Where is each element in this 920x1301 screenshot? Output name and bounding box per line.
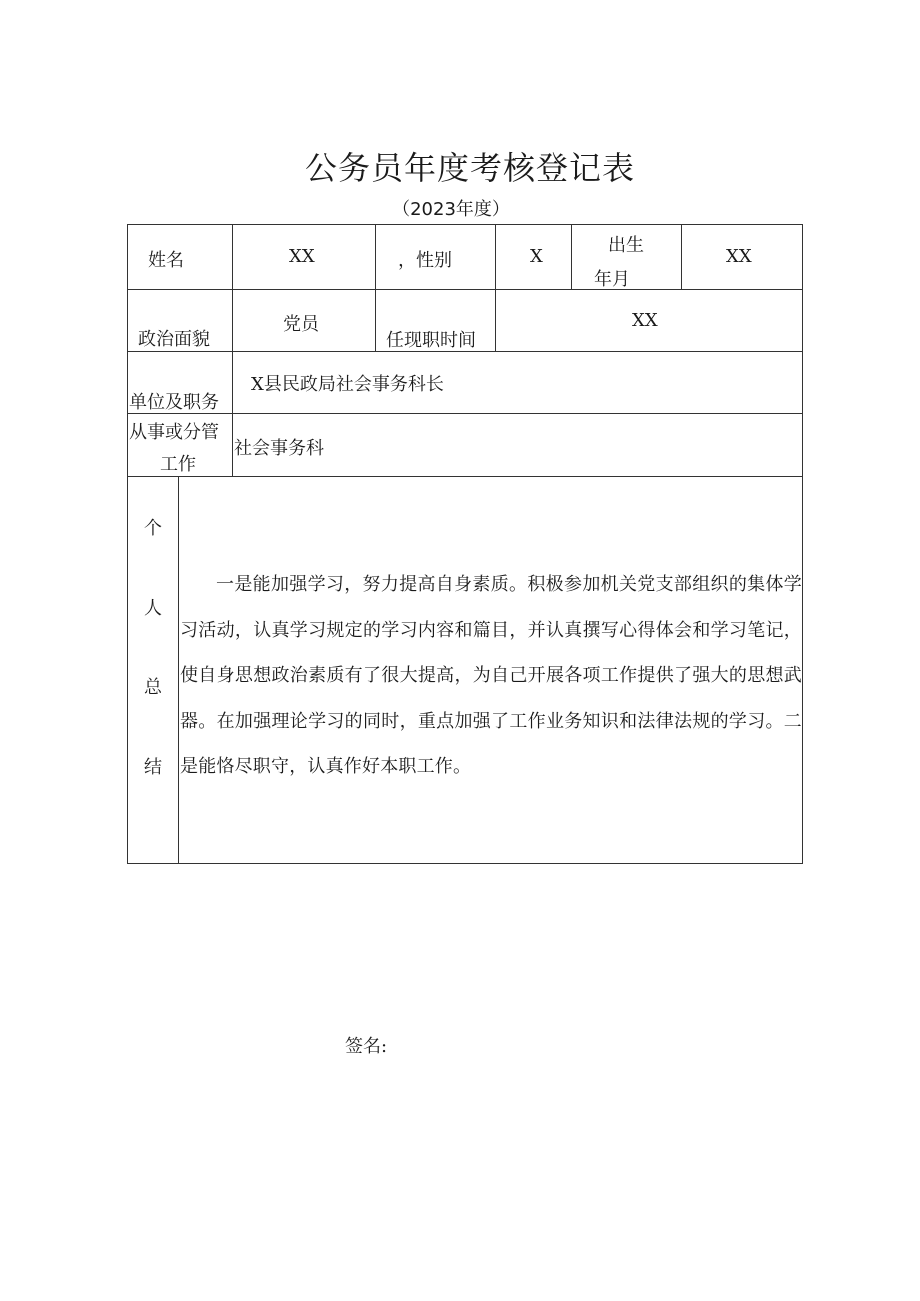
birth-value: XX bbox=[726, 246, 752, 267]
birth-label-cell bbox=[572, 225, 682, 290]
work-value-cell bbox=[233, 414, 802, 477]
unit-label: 单位及职务 bbox=[129, 392, 219, 413]
tenure-value-cell bbox=[496, 290, 802, 352]
tenure-label: 任现职时间 bbox=[386, 330, 476, 351]
work-label-cell bbox=[128, 414, 233, 477]
name-value-cell bbox=[233, 225, 376, 290]
name-label: 姓名 bbox=[148, 250, 184, 271]
work-label-line2: 工作 bbox=[160, 454, 196, 475]
unit-label-cell bbox=[128, 352, 233, 414]
summary-label-char: 个 bbox=[144, 518, 162, 539]
summary-text: 一是能加强学习，努力提高自身素质。积极参加机关党支部组织的集体学习活动，认真学习规定的学习内容和篇目，并认真撰写心得体会和学习笔记，使自身思想政治素质有了很大提高，为自己开展各项工作提供了强大的思想武器。在加强理论学习的同时，重点加强了工作业务知识和法律法规的学习。二是能恪尽职守，认真作好本职工作。 bbox=[180, 574, 802, 777]
birth-value-cell bbox=[682, 225, 802, 290]
gender-value: X bbox=[530, 246, 543, 267]
document-title: 公务员年度考核登记表 bbox=[304, 149, 635, 187]
gender-value-cell bbox=[496, 225, 572, 290]
political-value: 党员 bbox=[283, 314, 319, 335]
unit-value: X县民政局社会事务科长 bbox=[251, 374, 444, 395]
political-label-cell bbox=[128, 290, 233, 352]
political-value-cell bbox=[233, 290, 376, 352]
birth-label-line2: 年月 bbox=[594, 269, 630, 290]
name-label-cell bbox=[128, 225, 233, 290]
gender-label-cell bbox=[376, 225, 496, 290]
unit-value-cell bbox=[233, 352, 802, 414]
birth-label-line1: 出生 bbox=[608, 235, 644, 256]
gender-label: ，性别 bbox=[398, 250, 452, 271]
summary-label-cell bbox=[128, 477, 179, 863]
summary-label-char: 总 bbox=[144, 677, 162, 698]
work-value: 社会事务科 bbox=[234, 438, 324, 459]
assessment-form-table bbox=[127, 224, 803, 864]
document-year: （2023年度） bbox=[392, 199, 510, 220]
signature-label: 签名: bbox=[345, 1036, 388, 1057]
tenure-label-cell bbox=[376, 290, 496, 352]
tenure-value: XX bbox=[632, 310, 658, 331]
work-label-line1: 从事或分管 bbox=[129, 422, 219, 443]
summary-label-char: 人 bbox=[144, 598, 162, 619]
summary-label-char: 结 bbox=[144, 757, 162, 778]
name-value: XX bbox=[289, 246, 315, 267]
political-label: 政治面貌 bbox=[138, 329, 210, 350]
